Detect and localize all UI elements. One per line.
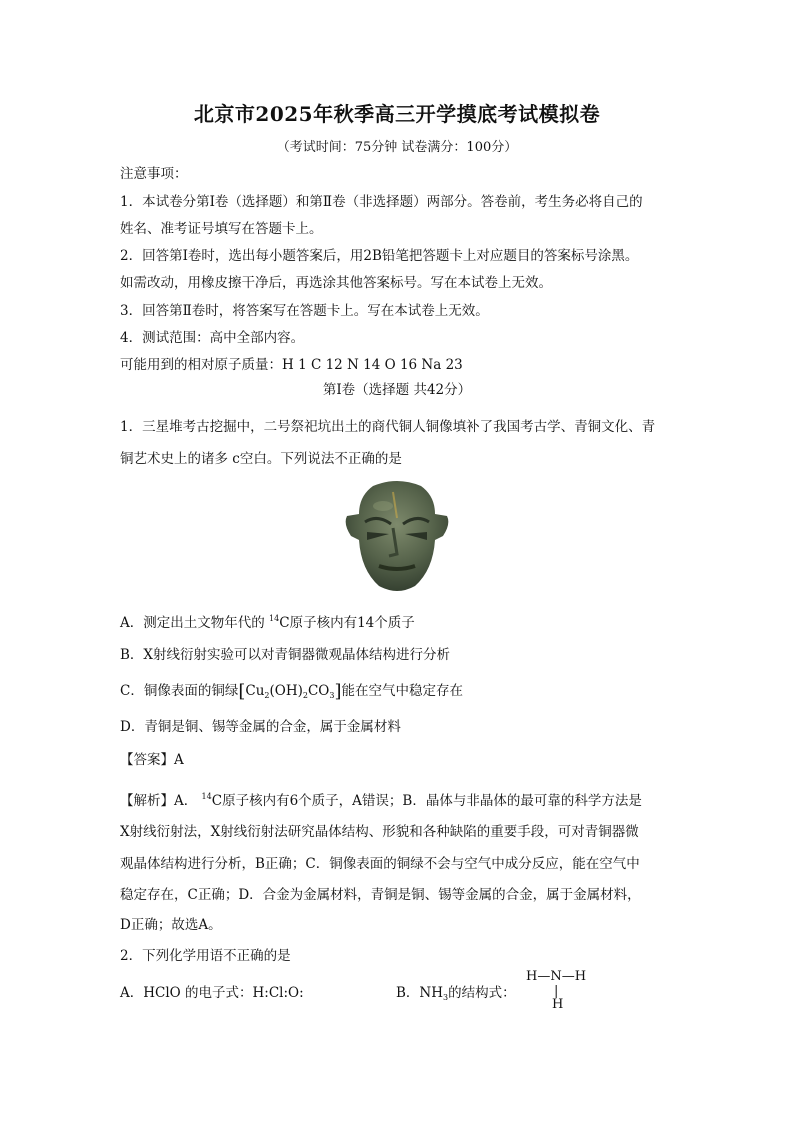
- q1-explanation-line-5: D正确；故选A。: [120, 917, 222, 933]
- section-title: 第Ⅰ卷（选择题 共42分）: [322, 382, 472, 398]
- exam-subtitle: （考试时间：75分钟 试卷满分：100分）: [276, 140, 518, 155]
- nh3-structural-formula: [526, 967, 596, 1015]
- bronze-mask-image: [343, 478, 451, 594]
- note-line-6: 4．测试范围：高中全部内容。: [120, 330, 305, 346]
- q1-stem-line-1: 1．三星堆考古挖掘中，二号祭祀坑出土的商代铜人铜像填补了我国考古学、青铜文化、青: [120, 419, 656, 435]
- atomic-mass-line: 可能用到的相对原子质量：H 1 C 12 N 14 O 16 Na 23: [120, 357, 463, 373]
- note-line-2: 姓名、准考证号填写在答题卡上。: [120, 221, 323, 237]
- note-line-5: 3．回答第Ⅱ卷时，将答案写在答题卡上。写在本试卷上无效。: [120, 303, 489, 319]
- q1-explanation-line-3: 观晶体结构进行分析，B正确；C．铜像表面的铜绿不会与空气中成分反应，能在空气中: [120, 856, 640, 872]
- struct-bond: |: [554, 984, 559, 999]
- q1-explanation-line-2: X射线衍射法，X射线衍射法研究晶体结构、形貌和各种缺陷的重要手段，可对青铜器微: [120, 824, 639, 840]
- note-line-4: 如需改动，用橡皮擦干净后，再选涂其他答案标号。写在本试卷上无效。: [120, 275, 552, 291]
- q2-option-b: B．$NH_3$的结构式：: [396, 985, 516, 1002]
- q1-answer: 【答案】A: [120, 752, 184, 768]
- struct-top: H—N—H: [526, 969, 587, 984]
- q1-option-c: C．铜像表面的铜绿$[Cu_2(OH)_2CO_3]$能在空气中稳定存在: [120, 681, 463, 702]
- notes-heading: 注意事项：: [120, 166, 188, 182]
- exam-title: 北京市2025年秋季高三开学摸底考试模拟卷: [193, 102, 601, 126]
- q1-explanation-line-4: 稳定存在，C正确；D．合金为金属材料，青铜是铜、锡等金属的合金，属于金属材料，: [120, 887, 641, 903]
- struct-bottom: H: [552, 997, 564, 1012]
- q1-option-d: D．青铜是铜、锡等金属的合金，属于金属材料: [120, 719, 401, 735]
- q1-option-b: B．X射线衍射实验可以对青铜器微观晶体结构进行分析: [120, 647, 451, 663]
- note-line-3: 2．回答第Ⅰ卷时，选出每小题答案后，用2B铅笔把答题卡上对应题目的答案标号涂黑。: [120, 248, 639, 264]
- q2-option-a: A．HClO 的电子式：H:Cl:O:: [120, 985, 304, 1001]
- q1-stem-line-2: 铜艺术史上的诸多 c空白。下列说法不正确的是: [120, 451, 402, 467]
- q2-stem: 2．下列化学用语不正确的是: [120, 948, 291, 964]
- note-line-1: 1．本试卷分第Ⅰ卷（选择题）和第Ⅱ卷（非选择题）两部分。答卷前，考生务必将自己的: [120, 194, 643, 210]
- q1-explanation-line-1: 【解析】A． $^{14}$C原子核内有6个质子，A错误；B．晶体与非晶体的最可靠的科学方法是: [120, 792, 642, 809]
- hclo-electron-formula: H:Cl:O:: [252, 985, 304, 1001]
- q1-option-a: A．测定出土文物年代的 $^{14}$C原子核内有14个质子: [120, 614, 415, 631]
